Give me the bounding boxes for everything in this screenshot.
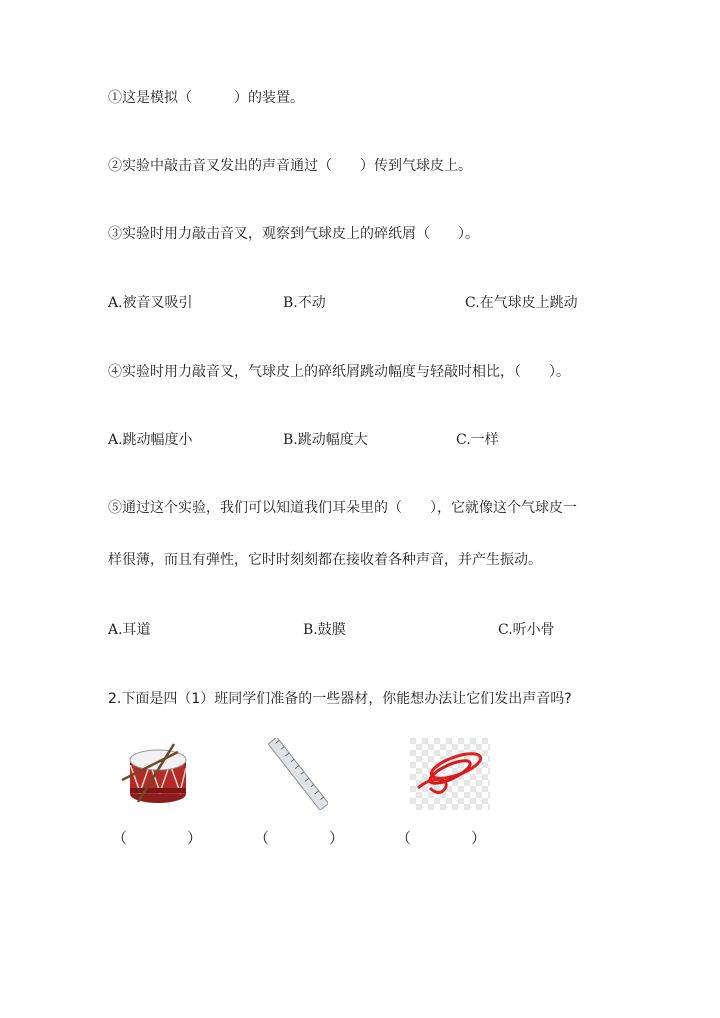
question-1-4: ④实验时用力敲音叉，气球皮上的碎纸屑跳动幅度与轻敲时相比，（ ）。 — [108, 364, 570, 380]
question-1-2: ②实验中敲击音叉发出的声音通过（ ）传到气球皮上。 — [108, 158, 472, 174]
q5-option-b: B.鼓膜 — [303, 622, 346, 638]
q5-option-c: C.听小骨 — [498, 622, 555, 638]
drum-image — [118, 738, 200, 810]
q4-option-a: A.跳动幅度小 — [108, 432, 193, 448]
q5-option-a: A.耳道 — [108, 622, 151, 638]
answer-blank-ruler: （ ） — [254, 829, 345, 847]
answer-blank-rubber-band: （ ） — [396, 829, 487, 847]
question-2: 2.下面是四（1）班同学们准备的一些器材，你能想办法让它们发出声音吗? — [108, 691, 572, 707]
question-1-3: ③实验时用力敲击音叉，观察到气球皮上的碎纸屑（ ）。 — [108, 226, 479, 242]
q4-option-b: B.跳动幅度大 — [283, 432, 368, 448]
question-1-1: ①这是模拟（ ）的装置。 — [108, 90, 304, 106]
question-1-5-line1: ⑤通过这个实验，我们可以知道我们耳朵里的（ ），它就像这个气球皮一 — [108, 500, 577, 516]
ruler-image — [268, 738, 328, 810]
q3-option-b: B.不动 — [283, 295, 326, 311]
question-1-5-line2: 样很薄，而且有弹性，它时时刻刻都在接收着各种声音，并产生振动。 — [108, 552, 542, 568]
q3-option-a: A.被音叉吸引 — [108, 295, 193, 311]
answer-blank-drum: （ ） — [112, 829, 203, 847]
q4-option-c: C.一样 — [456, 432, 499, 448]
rubber-band-image — [410, 738, 490, 810]
q3-option-c: C.在气球皮上跳动 — [465, 295, 578, 311]
